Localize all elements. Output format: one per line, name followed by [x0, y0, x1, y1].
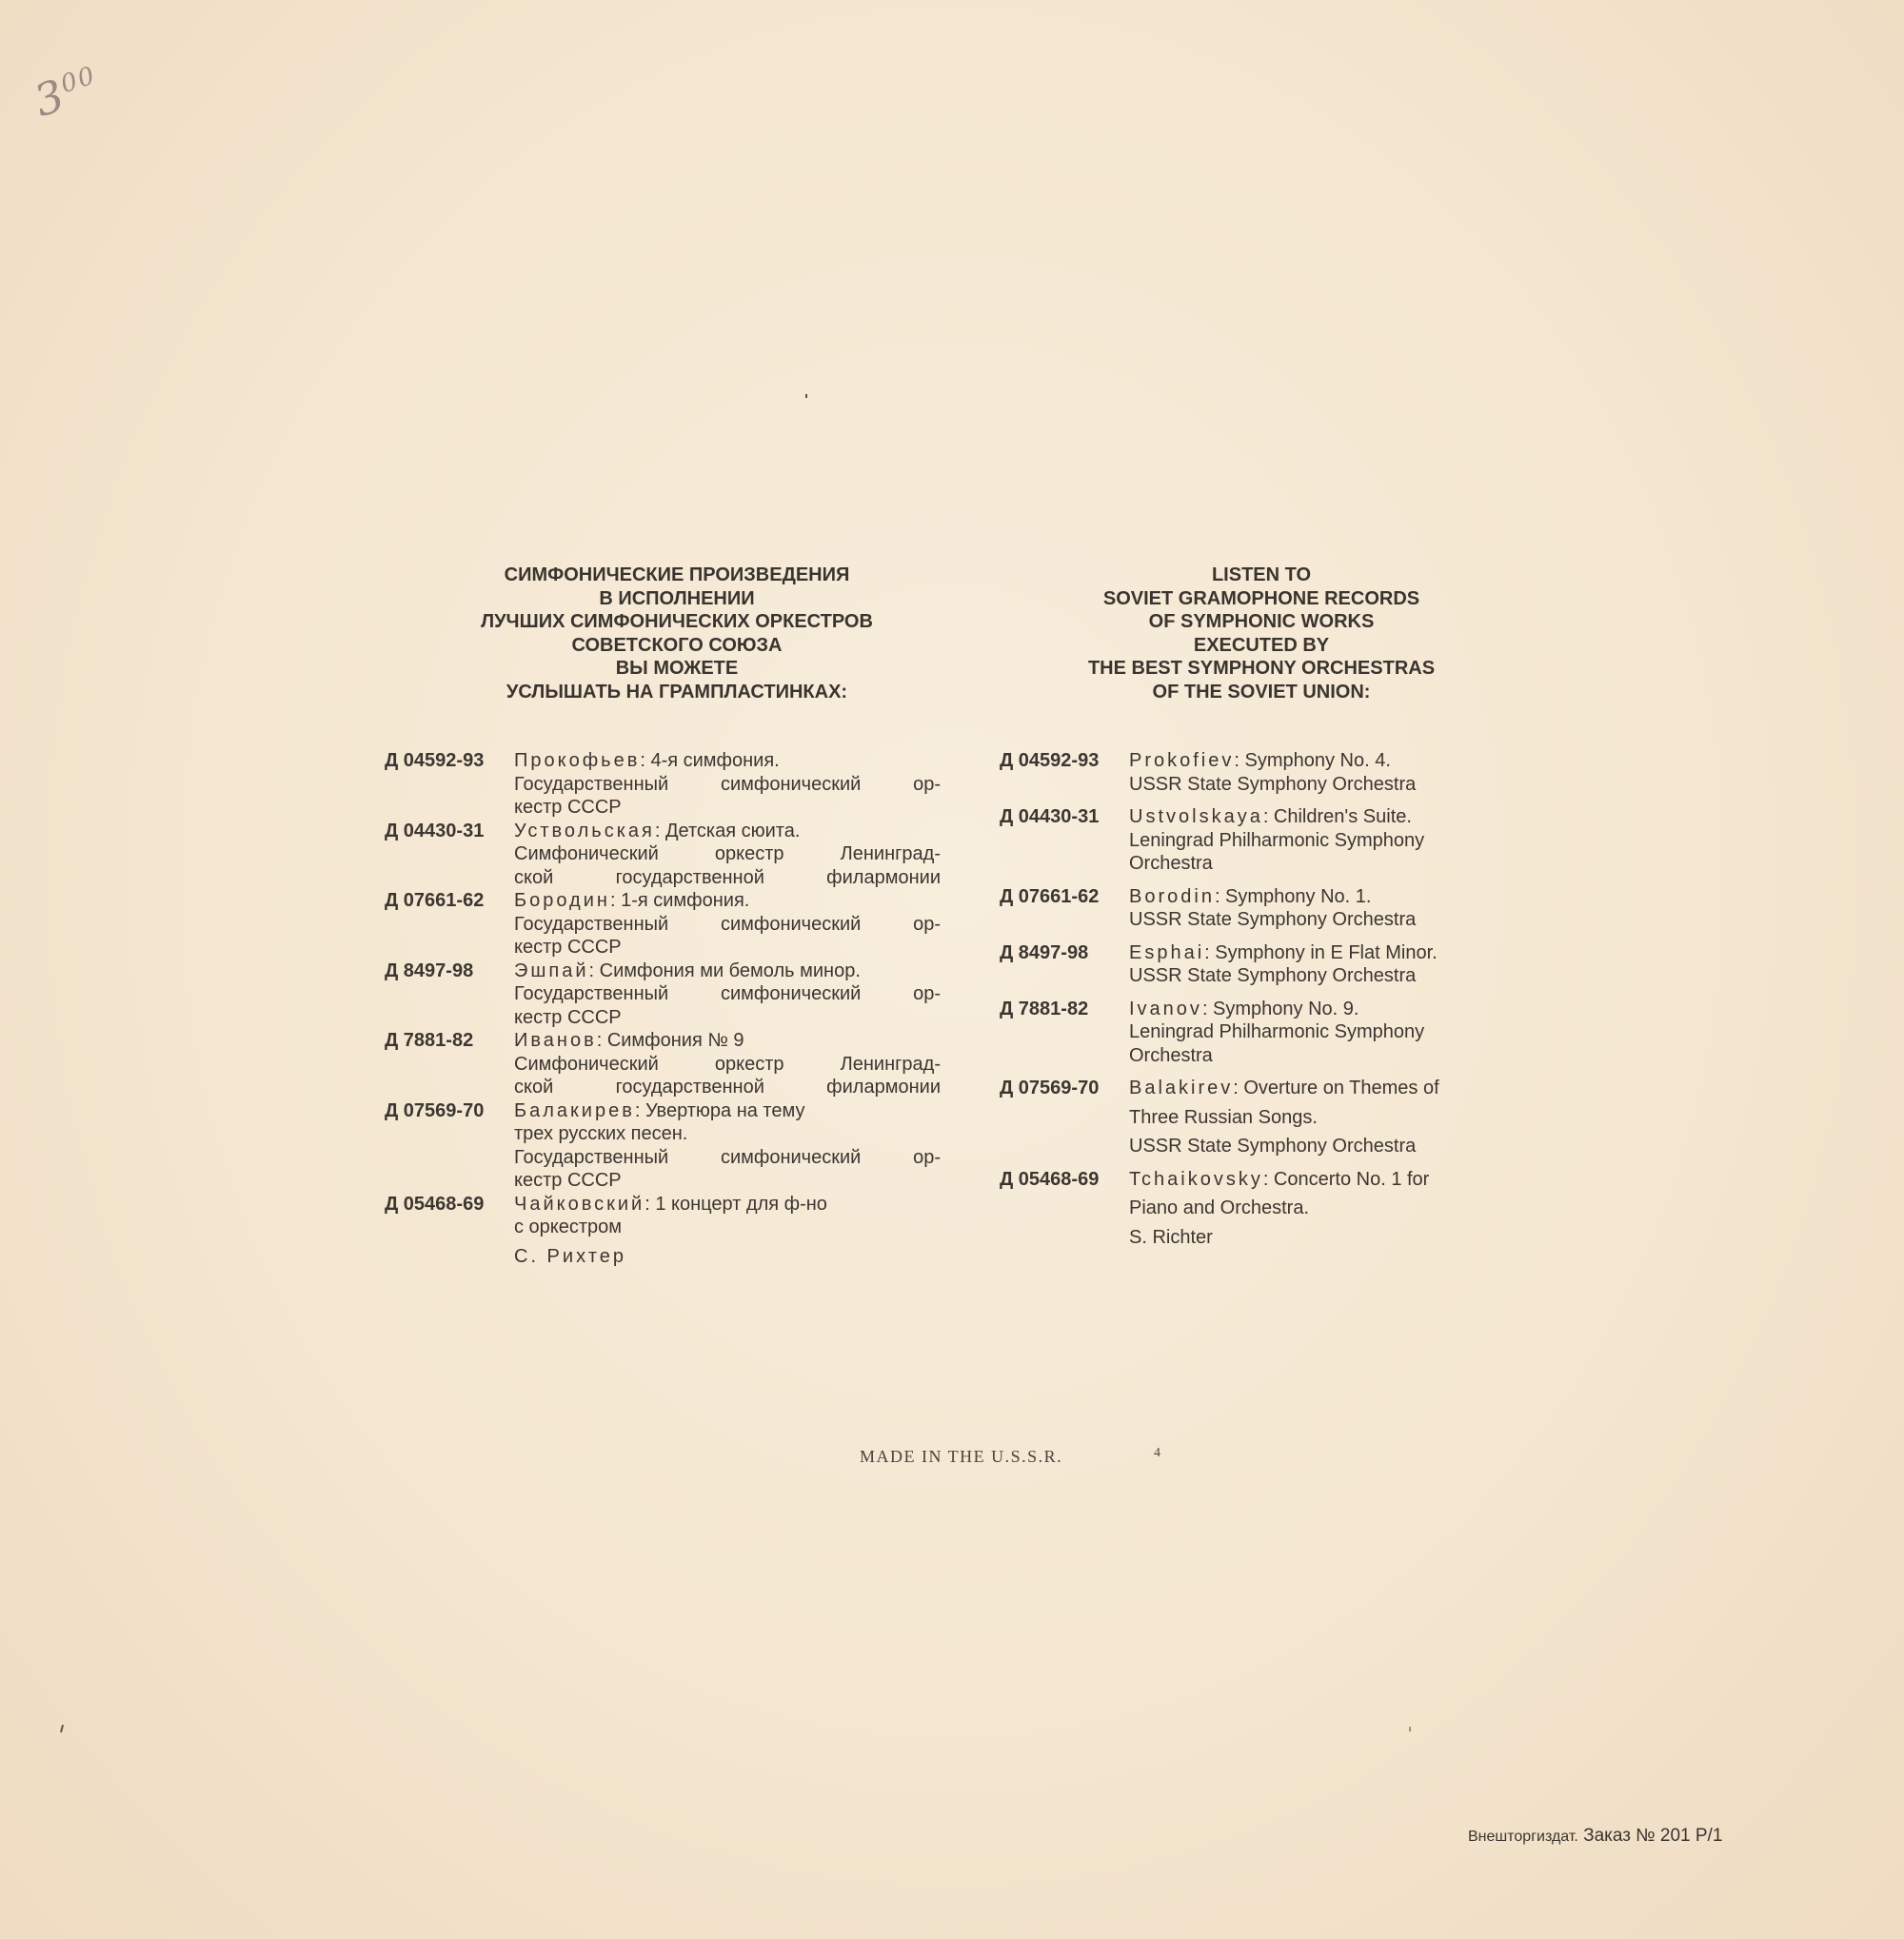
- catalog-number: Д 07569-70: [385, 1099, 485, 1121]
- record-entry: [1000, 1168, 1533, 1250]
- composer-name: Прокофьев: [514, 750, 641, 771]
- composer-name: Esphai: [1129, 941, 1205, 963]
- publisher-name: Внешторгиздат.: [1468, 1829, 1578, 1845]
- performer-line: USSR State Symphony Orchestra: [1129, 909, 1417, 930]
- performer-line: Three Russian Songs.: [1129, 1106, 1318, 1128]
- composer-name: Балакирев: [514, 1099, 635, 1121]
- catalog-number: Д 07569-70: [1000, 1078, 1100, 1098]
- record-entry: [385, 820, 941, 890]
- catalog-number: Д 7881-82: [385, 1030, 474, 1051]
- record-entry: [385, 889, 941, 960]
- record-entry: [385, 1193, 941, 1269]
- page-number: 4: [1154, 1446, 1160, 1460]
- soloist-name: S. Richter: [1129, 1226, 1213, 1248]
- print-speck: [805, 394, 807, 398]
- work-title: : Children's Suite.: [1262, 806, 1412, 827]
- performer-line: USSR State Symphony Orchestra: [1129, 1136, 1417, 1157]
- performer-line: Orchestra: [1129, 1044, 1213, 1066]
- work-title: : Symphony No. 9.: [1201, 998, 1359, 1019]
- composer-name: Borodin: [1129, 885, 1215, 907]
- work-title: : Symphony No. 4.: [1234, 750, 1391, 771]
- record-entry: [1000, 1077, 1533, 1158]
- print-speck: [60, 1725, 64, 1732]
- composer-name: Tchaikovsky: [1129, 1168, 1263, 1190]
- order-number: Заказ № 201 Р/1: [1583, 1826, 1723, 1846]
- performer-line: Симфонический оркестр Ленинград-: [514, 843, 941, 864]
- composer-name: Ivanov: [1129, 998, 1202, 1019]
- record-entry: [385, 960, 941, 1030]
- performer-line: трех русских песен.: [514, 1123, 688, 1144]
- performer-line: кестр СССР: [514, 937, 622, 958]
- composer-name: Уствольская: [514, 820, 655, 841]
- catalog-number: Д 04592-93: [1000, 750, 1100, 771]
- english-heading: LISTEN TO SOVIET GRAMOPHONE RECORDS OF SYMPHONIC WORKS EXECUTED BY THE BEST SYMPHONY ORCHESTRAS OF THE SOVIET UNION:: [1087, 564, 1436, 702]
- performer-line: Симфонический оркестр Ленинград-: [514, 1053, 941, 1075]
- performer-line: с оркестром: [514, 1217, 623, 1237]
- catalog-number: Д 04430-31: [385, 820, 485, 841]
- catalog-number: Д 8497-98: [1000, 941, 1089, 963]
- performer-line: Piano and Orchestra.: [1129, 1197, 1309, 1218]
- record-entry: [1000, 749, 1533, 796]
- performer-line: Государственный симфонический ор-: [514, 1146, 941, 1168]
- performer-line: USSR State Symphony Orchestra: [1129, 773, 1417, 795]
- catalog-number: Д 05468-69: [1000, 1168, 1100, 1190]
- soloist-name: С. Рихтер: [514, 1245, 627, 1267]
- work-title: : Увертюра на тему: [634, 1099, 805, 1121]
- work-title: : Symphony in E Flat Minor.: [1204, 941, 1438, 963]
- handwritten-price: $3^{00}$: [28, 61, 100, 128]
- record-entry: [1000, 885, 1533, 932]
- performer-line: USSR State Symphony Orchestra: [1129, 965, 1417, 986]
- composer-name: Balakirev: [1129, 1078, 1234, 1098]
- catalog-number: Д 8497-98: [385, 960, 474, 981]
- record-entry: [1000, 805, 1533, 876]
- composer-name: Эшпай: [514, 960, 589, 981]
- performer-line: ской государственной филармонии: [514, 1077, 941, 1098]
- record-entry: [385, 749, 941, 820]
- composer-name: Бородин: [514, 890, 610, 911]
- composer-name: Чайковский: [514, 1193, 645, 1215]
- performer-line: кестр СССР: [514, 1006, 622, 1028]
- made-in-ussr-label: MADE IN THE U.S.S.R.: [860, 1447, 1063, 1466]
- catalog-number: Д 05468-69: [385, 1193, 485, 1215]
- work-title: : 1 концерт для ф-но: [645, 1193, 827, 1215]
- composer-name: Иванов: [514, 1030, 597, 1051]
- work-title: : Детская сюита.: [654, 820, 801, 841]
- catalog-number: Д 7881-82: [1000, 998, 1089, 1019]
- work-title: : Symphony No. 1.: [1214, 885, 1372, 907]
- work-title: : Симфония ми бемоль минор.: [588, 960, 861, 981]
- performer-line: Leningrad Philharmonic Symphony: [1129, 829, 1425, 851]
- russian-heading: СИМФОНИЧЕСКИЕ ПРОИЗВЕДЕНИЯ В ИСПОЛНЕНИИ ЛУЧШИХ СИМФОНИЧЕСКИХ ОРКЕСТРОВ СОВЕТСКОГО СОЮЗА ВЫ МОЖЕТЕ УСЛЫШАТЬ НА ГРАМПЛАСТИНКАХ:: [481, 564, 873, 702]
- catalog-number: Д 07661-62: [1000, 885, 1100, 907]
- performer-line: ской государственной филармонии: [514, 866, 941, 888]
- russian-column: [385, 564, 941, 1268]
- publisher-imprint: [1468, 1826, 1722, 1847]
- work-title: : Concerto No. 1 for: [1262, 1168, 1430, 1190]
- english-column: [1000, 564, 1533, 1258]
- record-entry: [385, 1029, 941, 1099]
- performer-line: кестр СССР: [514, 1170, 622, 1191]
- performer-line: Государственный симфонический ор-: [514, 913, 941, 935]
- catalog-number: Д 04430-31: [1000, 806, 1100, 827]
- performer-line: Orchestra: [1129, 853, 1213, 874]
- print-speck: [1409, 1727, 1411, 1731]
- performer-line: Государственный симфонический ор-: [514, 773, 941, 795]
- work-title: : 4-я симфония.: [640, 750, 780, 771]
- record-entry: [385, 1099, 941, 1193]
- record-entry: [1000, 941, 1533, 988]
- work-title: : Overture on Themes of: [1233, 1078, 1439, 1098]
- performer-line: кестр СССР: [514, 797, 622, 818]
- composer-name: Prokofiev: [1129, 750, 1235, 771]
- catalog-number: Д 04592-93: [385, 750, 485, 771]
- composer-name: Ustvolskaya: [1129, 806, 1263, 827]
- performer-line: Государственный симфонический ор-: [514, 983, 941, 1004]
- record-entry: [1000, 998, 1533, 1068]
- catalog-number: Д 07661-62: [385, 890, 485, 911]
- work-title: : 1-я симфония.: [609, 890, 750, 911]
- performer-line: Leningrad Philharmonic Symphony: [1129, 1021, 1425, 1042]
- work-title: : Симфония № 9: [596, 1030, 744, 1051]
